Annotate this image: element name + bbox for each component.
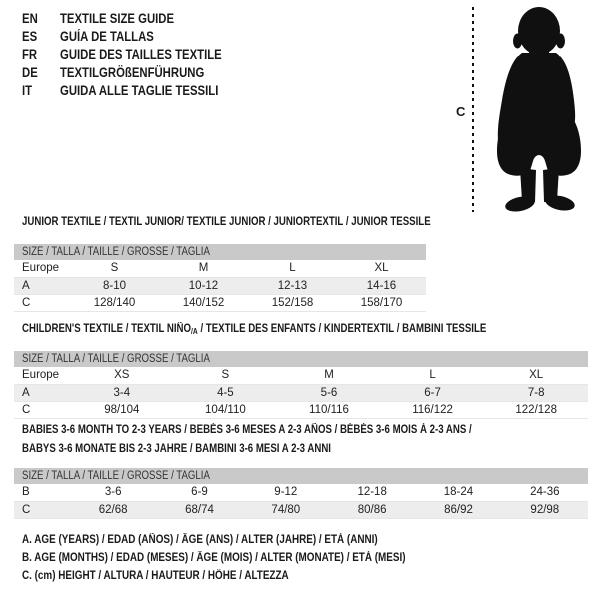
size-cell: 104/110 bbox=[205, 403, 246, 416]
size-cell: 128/140 bbox=[93, 296, 136, 309]
size-cell: 6-9 bbox=[191, 486, 208, 499]
size-cell: 7-8 bbox=[527, 386, 545, 399]
footnotes-block bbox=[22, 531, 468, 585]
size-cell: 98/104 bbox=[104, 403, 140, 416]
language-title: GUIDA ALLE TAGLIE TESSILI bbox=[60, 83, 219, 98]
row-label: C bbox=[22, 503, 31, 516]
language-code: FR bbox=[22, 47, 38, 62]
baby-silhouette-icon bbox=[484, 4, 594, 214]
section-babies-textile bbox=[14, 422, 588, 519]
language-code: EN bbox=[22, 11, 38, 26]
size-cell: 140/152 bbox=[182, 296, 225, 309]
size-cell: 152/158 bbox=[271, 296, 314, 309]
size-cell: 18-24 bbox=[443, 486, 474, 499]
section-title bbox=[22, 422, 497, 457]
language-title: TEXTILGRÖßENFÜHRUNG bbox=[60, 65, 205, 80]
language-code: IT bbox=[22, 83, 33, 98]
row-label: Europe bbox=[22, 369, 60, 382]
size-cell: M bbox=[198, 262, 209, 275]
size-table-row bbox=[14, 294, 426, 311]
row-label: C bbox=[22, 403, 31, 416]
size-cell: L bbox=[289, 262, 296, 275]
size-cell: XS bbox=[114, 369, 130, 382]
size-cell: 62/68 bbox=[98, 503, 128, 516]
section-title-sub: /A bbox=[191, 327, 198, 336]
size-bar-label: SIZE / TALLA / TAILLE / GRÖSSE / TAGLIA bbox=[22, 246, 210, 258]
section-title-text: BABIES 3-6 MONTH TO 2-3 YEARS / BEBÉS 3-6 MESES A 2-3 AÑOS / BÉBÉS 3-6 MOIS À 2-3 ANS / bbox=[22, 424, 472, 436]
size-cell: 12-18 bbox=[357, 486, 387, 499]
size-bar bbox=[14, 244, 426, 260]
size-cell: 24-36 bbox=[530, 486, 560, 499]
size-cell: 9-12 bbox=[274, 486, 298, 499]
size-table-babies bbox=[14, 468, 588, 519]
size-cell: L bbox=[429, 369, 436, 382]
size-table-row bbox=[14, 367, 588, 384]
section-title-text: / TEXTILE DES ENFANTS / KINDERTEXTIL / BAMBINI TESSILE bbox=[197, 323, 487, 335]
size-cell: XL bbox=[374, 262, 389, 275]
row-label: A bbox=[22, 386, 30, 399]
language-row bbox=[22, 64, 253, 82]
size-cell: M bbox=[324, 369, 334, 382]
footnote-text: C. (cm) HEIGHT / ALTURA / HAUTEUR / HÖHE / ALTEZZA bbox=[22, 570, 289, 582]
size-cell: 158/170 bbox=[360, 296, 403, 309]
size-cell: S bbox=[221, 369, 230, 382]
size-bar bbox=[14, 468, 588, 484]
size-bar bbox=[14, 351, 588, 367]
size-cell: 68/74 bbox=[185, 503, 214, 516]
size-bar-label: SIZE / TALLA / TAILLE / GRÖSSE / TAGLIA bbox=[22, 353, 210, 365]
section-title-text: JUNIOR TEXTILE / TEXTIL JUNIOR/ TEXTILE JUNIOR / JUNIORTEXTIL / JUNIOR TESSILE bbox=[22, 216, 431, 228]
section-title-line2: BABYS 3-6 MONATE BIS 2-3 JAHRE / BAMBINI 3-6 MESI A 2-3 ANNI bbox=[22, 443, 331, 455]
row-label: Europe bbox=[22, 262, 60, 275]
size-table-row bbox=[14, 260, 426, 277]
size-table-row bbox=[14, 384, 588, 401]
size-cell: 3-6 bbox=[104, 486, 122, 499]
size-cell: 3-4 bbox=[113, 386, 131, 399]
size-cell: S bbox=[110, 262, 119, 275]
row-label: A bbox=[22, 279, 30, 292]
size-table-row bbox=[14, 277, 426, 294]
section-junior-textile bbox=[14, 214, 431, 312]
size-cell: 6-7 bbox=[424, 386, 441, 399]
size-bar-label: SIZE / TALLA / TAILLE / GRÖSSE / TAGLIA bbox=[22, 470, 210, 482]
size-table-children bbox=[14, 351, 588, 419]
language-title: TEXTILE SIZE GUIDE bbox=[60, 11, 175, 26]
size-cell: 122/128 bbox=[515, 403, 557, 416]
footnote-text: B. AGE (MONTHS) / EDAD (MESES) / ÂGE (MOIS) / ALTER (MONATE) / ETÀ (MESI) bbox=[22, 552, 406, 564]
size-cell: 86/92 bbox=[444, 503, 473, 516]
size-cell: 74/80 bbox=[271, 503, 301, 516]
row-label: B bbox=[22, 486, 30, 499]
size-table-row bbox=[14, 484, 588, 501]
section-childrens-textile bbox=[14, 321, 588, 419]
height-measure-line bbox=[472, 7, 474, 212]
size-cell: 116/122 bbox=[412, 403, 453, 416]
language-code: DE bbox=[22, 65, 38, 80]
size-cell: 110/116 bbox=[309, 403, 349, 416]
size-table-row bbox=[14, 401, 588, 418]
height-measure-label: C bbox=[456, 104, 466, 119]
footnote-c bbox=[22, 567, 468, 585]
size-cell: 10-12 bbox=[188, 279, 219, 292]
footnote-b bbox=[22, 549, 468, 567]
size-cell: 14-16 bbox=[366, 279, 397, 292]
size-cell: 12-13 bbox=[277, 279, 308, 292]
language-title: GUÍA DE TALLAS bbox=[60, 29, 154, 44]
size-table-junior bbox=[14, 244, 426, 312]
size-cell: 80/86 bbox=[357, 503, 387, 516]
language-row bbox=[22, 10, 253, 28]
section-title bbox=[22, 321, 497, 340]
section-title-text: CHILDREN'S TEXTILE / TEXTIL NIÑO bbox=[22, 323, 192, 335]
size-cell: 4-5 bbox=[217, 386, 234, 399]
language-title: GUIDE DES TAILLES TEXTILE bbox=[60, 47, 222, 62]
size-cell: 92/98 bbox=[530, 503, 560, 516]
row-label: C bbox=[22, 296, 31, 309]
footnote-a bbox=[22, 531, 468, 549]
size-cell: XL bbox=[529, 369, 544, 382]
language-code: ES bbox=[22, 29, 38, 44]
footnote-text: A. AGE (YEARS) / EDAD (AÑOS) / ÂGE (ANS) / ALTER (JAHRE) / ETÀ (ANNI) bbox=[22, 534, 378, 546]
language-title-block bbox=[22, 10, 253, 100]
language-row bbox=[22, 28, 253, 46]
language-row bbox=[22, 82, 253, 100]
section-title bbox=[22, 214, 431, 233]
size-table-row bbox=[14, 501, 588, 518]
language-row bbox=[22, 46, 253, 64]
size-cell: 8-10 bbox=[102, 279, 127, 292]
size-cell: 5-6 bbox=[320, 386, 338, 399]
